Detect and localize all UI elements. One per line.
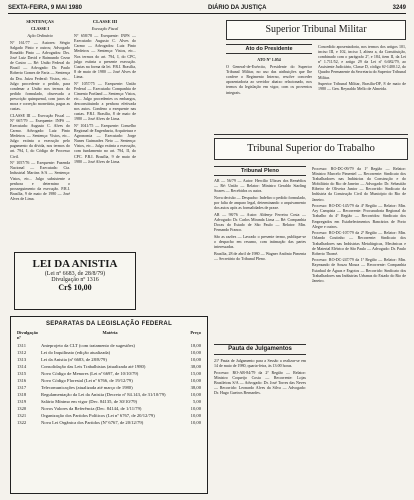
tst-paragraph: Processo: RO-DC-145/79 da 4ª Região — Relator: Min. Ary Campista — Recorrente: Procuradoria Regional do Trabalho da 4ª Região — Recorridos: Sindicato dos Empregados em Estabelecimentos Bancários de Porto Alegre e outros. — [312, 203, 406, 229]
row-divulgacao: 1311 — [17, 343, 27, 348]
separatas-row — [11, 398, 207, 405]
row-preco: 10,00 — [190, 413, 201, 418]
row-materia: Nova Lei Orgânica dos Partidos (Nº 6767, de 20/12/79) — [41, 420, 144, 425]
col2-paragraph: N° 658/78 — Exequente: INPS — Executado: Augusto C. Alves do Carmo — Advogados: Luiz Pinto Medeiros — Sentença: Vistos, etc... Nos termos do art. 794, I, do CPC, julgo extinta a presente execução. Custas na forma da lei. P.R.I. Brasília, 8 de maio de 1980 — José Alves de Lima. — [74, 33, 136, 79]
row-materia: Novos Valores da Referência (Dec. 84144, de 1/11/79) — [41, 406, 142, 411]
row-divulgacao: 1313 — [17, 357, 27, 362]
stm-column-right — [318, 44, 406, 130]
anistia-title: LEI DA ANISTIA — [32, 258, 118, 270]
stm-column-left — [226, 56, 312, 130]
row-preco: 5,00 — [192, 399, 201, 404]
anistia-divulgacao: Divulgação nº 1316 — [51, 277, 99, 283]
separatas-row — [11, 405, 207, 412]
tst-banner — [214, 138, 408, 160]
tst-paragraph: Processo: RO-AR-84/79 da 2ª Região — Relator: Ministro Coqueijo Costa — Recorrente: Lojas Brasileiras S/A — Advogado: Dr. José Torres das Neves — Recorrido: Leonardo Alves da Silva — Advogado: Dr. Hugo Gueiros Bernardes. — [214, 369, 306, 396]
anistia-advert-box — [14, 252, 136, 310]
row-preco: 38,00 — [190, 364, 201, 369]
row-divulgacao: 1315 — [17, 371, 27, 376]
stm-banner — [226, 20, 406, 40]
stm-paragraph: O General-de-Exército, Presidente do Superior Tribunal Militar, no uso das atribuições que lhe confere o Regimento Interno, resolve conceder aposentadoria ao servidor abaixo relacionado, nos termos da legislação em vigor, com os proventos integrais. — [226, 64, 312, 95]
separatas-row — [11, 377, 207, 384]
separatas-row — [11, 384, 207, 391]
row-materia: Salário Mínimo em vigor (Dec. 84135, de 30/10/79) — [41, 399, 138, 404]
stm-ato-number: ATO Nº 1.054 — [257, 57, 281, 62]
row-materia: Telecomunicações (atualizada até março de 1980) — [41, 385, 133, 390]
row-divulgacao: 1320 — [17, 406, 27, 411]
col2-paragraph: N° 1041/75 — Exequente: Conselho Regional de Engenharia, Arquitetura e Agronomia — Executado: Jorge Nunes Guimarães Neto — Sentença: Vistos, etc... Julgo extinta a execução, com fundamento no art. 794, II, do CPC. P.R.I. Brasília, 9 de maio de 1980 — José Alves de Lima. — [74, 122, 136, 164]
tst-paragraph: Processo: RO-DC-107/79 da 2ª Região — Relator: Min. Orlando Coutinho — Recorrente: Sindicato dos Trabalhadores nas Indústrias Metalúrgicas, Mecânicas e de Material Elétrico de São Paulo — Advogado: Dr. Paulo Roberto Thomé. — [312, 230, 406, 256]
separatas-row — [11, 342, 207, 349]
row-preco: 38,00 — [190, 385, 201, 390]
row-divulgacao: 1316 — [17, 378, 27, 383]
tst-section-pleno: Tribunal Pleno — [214, 166, 306, 176]
header-materia: Matéria — [102, 330, 118, 335]
row-preco: 10,00 — [190, 350, 201, 355]
tst-section-pauta: Pauta de Julgamentos — [214, 344, 306, 355]
tst-paragraph: Processo: RO-DC-247/79 da 1ª Região — Relator: Min. Raymundo de Souza Moura — Recorrente: Companhia Estadual de Águas e Esgotos — Recorrido: Sindicato dos Trabalhadores nas Indústrias Urbanas do Estado do Rio de Janeiro. — [312, 257, 406, 283]
row-preco: 10,00 — [190, 420, 201, 425]
separatas-row — [11, 419, 207, 426]
separatas-row — [11, 370, 207, 377]
header-page-number: 3249 — [392, 4, 406, 11]
tst-title: Tribunal Superior do Trabalho — [247, 143, 375, 154]
stm-title: Superior Tribunal Militar — [265, 24, 367, 35]
anistia-subtitle: (Lei nº 6683, de 28/8/79) — [44, 271, 106, 277]
tst-paragraph: AR — 98/76 — Autor: Aldenyr Ferreira Costa — Advogado: Dr. Carlos Miranda Lima — Ré: Companhia Docas do Estado de São Paulo — Relator: Min. Fernando Franco. — [214, 211, 306, 233]
separatas-row — [11, 391, 207, 398]
anistia-price: Cr$ 10,00 — [58, 283, 92, 292]
row-divulgacao: 1321 — [17, 413, 27, 418]
row-materia: Regulamentação da Lei da Anistia (Decreto nº 84.143, de 31/10/79) — [41, 392, 166, 397]
stm-paragraph: Concedido aposentadoria, nos termos dos artigos 101, inciso III, e 102, inciso I, alínea a, da Constituição, combinado com o parágrafo 2º, e 184, item II, da Lei nº 1.711/52, e artigo 29 da Lei nº 6.682/79, ao Assistente Judiciário, Classe D, código SJ-1400.12, do Quadro Permanente da Secretaria do Superior Tribunal Militar. — [318, 44, 406, 80]
tst-paragraph: Processo: RO-DC-09/79 da 1ª Região — Relator: Ministro Marcelo Pimentel — Recorrente: Sindicato dos Trabalhadores nas Indústrias da Construção e do Mobiliário do Rio de Janeiro — Advogado: Dr. Sebastião Ribeiro de Oliveira Junior — Recorrido: Sindicato da Indústria da Construção Civil do Município do Rio de Janeiro. — [312, 166, 406, 202]
divider-rule — [214, 134, 408, 135]
tst-paragraph: Brasília, 28 de abril de 1980 — Wagner Antônio Pimenta — Secretário do Tribunal Pleno. — [214, 250, 306, 261]
row-materia: Consolidação das Leis Trabalhistas (atualizada até 1980) — [41, 364, 146, 369]
row-divulgacao: 1312 — [17, 350, 27, 355]
header-masthead: DIÁRIO DA JUSTIÇA — [208, 4, 267, 11]
separatas-row — [11, 356, 207, 363]
row-divulgacao: 1319 — [17, 399, 27, 404]
row-materia: Lei da Anistia (nº 6683, de 28/8/79) — [41, 357, 107, 362]
running-header — [8, 2, 406, 14]
row-materia: Novo Código Florestal (Lei nº 6766, de 19/12/79) — [41, 378, 133, 383]
stm-paragraph: Superior Tribunal Militar, Brasília-DF, 8 de maio de 1980 — Gen. Reynaldo Mello de Almeida. — [318, 81, 406, 92]
column-sentencas — [10, 18, 70, 246]
col2-paragraph: N° 1057/75 — Exequente: União Federal — Executada: Companhia de Cimento Portland — Sentença: Vistos, etc... Julgo procedentes os embargos, desconstituindo a penhora efetivada nos autos. Condeno a exequente nas custas. P.R.I. Brasília, 8 de maio de 1980 — José Alves de Lima. — [74, 80, 136, 122]
tst-column-a2 — [214, 358, 306, 494]
tst-paragraph: São as razões — Lavrado o presente termo, publique-se o despacho em resumo, com intimação das partes interessadas. — [214, 233, 306, 249]
tst-column-a — [214, 178, 306, 316]
separatas-rows — [11, 342, 207, 426]
row-materia: Organização dos Partidos Políticos (Lei nº 6767, de 20/12/79) — [41, 413, 155, 418]
row-divulgacao: 1314 — [17, 364, 27, 369]
separatas-header-row — [11, 330, 207, 342]
separatas-table — [10, 316, 208, 494]
row-divulgacao: 1318 — [17, 392, 27, 397]
header-date: SEXTA-FEIRA, 9 MAI 1980 — [8, 4, 82, 11]
column-classe-iii — [74, 18, 136, 198]
col1-title: SENTENÇAS — [26, 19, 54, 24]
row-preco: 15,00 — [190, 371, 201, 376]
separatas-row — [11, 349, 207, 356]
row-preco: 18,00 — [190, 343, 201, 348]
header-divulgacao: Divulgação nº — [17, 330, 38, 340]
col2-title: CLASSE III — [92, 19, 118, 24]
col1-paragraph: Ação Ordinária — [27, 33, 53, 39]
col1-paragraph: CLASSE III — Execução Fiscal — N° 667/79 — Exequente: INPS — Executada: Augusto C. Alves do Carmo. Advogado: Luiz Pinto Medeiros — Sentença: Vistos, etc... Julgo extinta a execução pelo pagamento da dívida, nos termos do art. 794, I, do Código de Processo Civil. — [10, 112, 70, 159]
header-preco: Preço — [190, 330, 201, 335]
row-preco: 10,00 — [190, 357, 201, 362]
tst-column-b — [312, 166, 406, 494]
separatas-title: SEPARATAS DA LEGISLAÇÃO FEDERAL — [45, 321, 173, 327]
row-preco: 10,00 — [190, 406, 201, 411]
row-preco: 10,00 — [190, 378, 201, 383]
stm-section-heading: Ato do Presidente — [226, 44, 312, 54]
col1-paragraph: N° 161/77 — Autores: Sérgio Salgado Pinto e outros; Advogado Ronaldo Pinto — Advogados: Drs. José Luiz David e Raimundo Cezar de Castro — Ré: União Federal do Brasil — Advogado: Dr. Paulo Roberto Gomes de Faria — Sentença da Dra. Juíza Federal: Vistos, etc... Julgo procedente o pedido, para condenar a União nos termos do pedido formulado, observada a prescrição quinquenal, com juros de mora e correção monetária, pagas as custas. — [10, 39, 70, 112]
col1-subtitle: CLASSE I — [30, 26, 50, 32]
separatas-row — [11, 363, 207, 370]
row-preco: 10,00 — [190, 392, 201, 397]
row-divulgacao: 1317 — [17, 385, 27, 390]
row-materia: Anteprojeto da CLT (com tratamento de sugestões) — [41, 343, 135, 348]
tst-paragraph: Nova decisão — Despacho: Indefiro o pedido formulado, por falta de amparo legal, determinando o arquivamento dos autos após as formalidades de praxe. — [214, 194, 306, 211]
row-divulgacao: 1322 — [17, 420, 27, 425]
tst-paragraph: AR — 56/79 — Autor: Hercílio Ulisses dos Remédios — Ré: União — Relator: Ministro Geraldo Starling Soares — Recebidos os autos. — [214, 178, 306, 194]
col1-paragraph: N° 1057/76 — Exequente: Fazenda Nacional — Executada: Cia. Industrial Martins S/A — Sentença: Vistos, etc... Julgo subsistente a penhora e determino o prosseguimento da execução. P.R.I. Brasília, 9 de maio de 1980 — José Alves de Lima. — [10, 160, 70, 201]
row-materia: Lei do Inquilinato (edição atualizada) — [41, 350, 111, 355]
separatas-row — [11, 412, 207, 419]
tst-paragraph: 21ª Pauta de Julgamento para a Sessão a realizar-se em 14 de maio de 1980, quarta-feira, às 13:00 horas. — [214, 358, 306, 369]
col2-subtitle: Execução Fiscal — [91, 26, 119, 32]
row-materia: Novo Código de Menores (Lei nº 6697, de 10/10/79) — [41, 371, 139, 376]
